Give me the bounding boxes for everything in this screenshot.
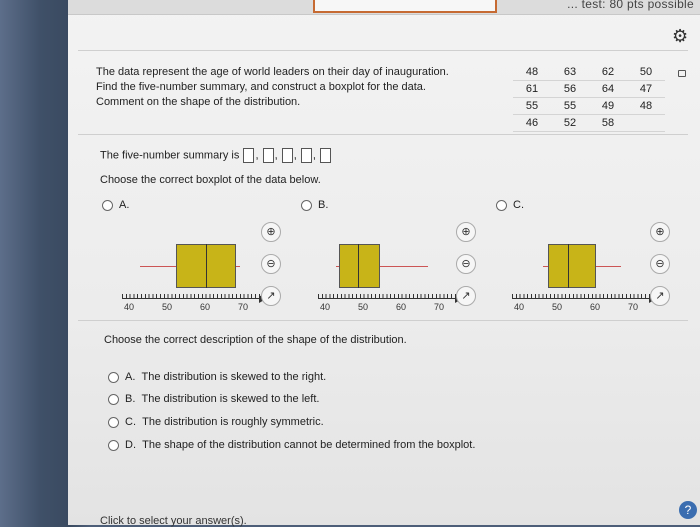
boxplot-option-c[interactable]: C.: [496, 199, 524, 211]
radio-shape-b[interactable]: [108, 394, 119, 405]
tick-label: 50: [552, 302, 563, 312]
boxplot-c: [508, 240, 668, 315]
radio-shape-c[interactable]: [108, 417, 119, 428]
divider: [78, 50, 688, 51]
tick-label: 40: [320, 302, 331, 312]
table-cell: 47: [627, 81, 665, 98]
question-line-3: Comment on the shape of the distribution.: [96, 96, 301, 108]
table-row: [513, 81, 665, 98]
tick-label: 40: [514, 302, 525, 312]
table-cell: 63: [551, 64, 589, 81]
top-bar: [68, 0, 700, 15]
question-line-2: Find the five-number summary, and construct a boxplot for the data.: [96, 81, 426, 93]
shape-prompt: Choose the correct description of the shape of the distribution.: [104, 334, 407, 346]
table-cell: 64: [589, 81, 627, 98]
top-input-box[interactable]: [313, 0, 497, 13]
shape-option-c[interactable]: C. The distribution is roughly symmetric.: [108, 416, 324, 428]
table-popout-icon[interactable]: [678, 70, 686, 77]
shape-option-a[interactable]: A. The distribution is skewed to the right.: [108, 371, 326, 383]
q3-input[interactable]: [301, 148, 312, 163]
radio-b[interactable]: [301, 200, 312, 211]
radio-shape-d[interactable]: [108, 440, 119, 451]
max-input[interactable]: [320, 148, 331, 163]
boxplot-a: [118, 240, 278, 315]
radio-c[interactable]: [496, 200, 507, 211]
tick-label: 60: [200, 302, 211, 312]
tick-label: 50: [358, 302, 369, 312]
data-table: [513, 64, 665, 132]
x-axis: [512, 298, 650, 299]
divider: [78, 134, 688, 135]
table-cell: 62: [589, 64, 627, 81]
table-cell: 49: [589, 98, 627, 115]
boxplot-option-a[interactable]: A.: [102, 199, 129, 211]
box: [339, 244, 380, 288]
five-number-summary: The five-number summary is , , , ,: [100, 148, 332, 163]
table-cell: 48: [627, 98, 665, 115]
tick-label: 70: [628, 302, 639, 312]
boxplot-b: [314, 240, 474, 315]
median-input[interactable]: [282, 148, 293, 163]
popout-icon[interactable]: ↗: [261, 286, 281, 306]
popout-icon[interactable]: ↗: [456, 286, 476, 306]
table-cell: 56: [551, 81, 589, 98]
footer-instruction: Click to select your answer(s).: [100, 515, 247, 527]
divider: [78, 320, 688, 321]
five-number-label: The five-number summary is: [100, 149, 240, 162]
axis-ticks: [318, 294, 456, 298]
gear-icon[interactable]: ⚙: [672, 26, 689, 46]
q1-input[interactable]: [263, 148, 274, 163]
tick-label: 40: [124, 302, 135, 312]
zoom-out-icon[interactable]: ⊖: [650, 254, 670, 274]
content-area: [68, 0, 700, 525]
tick-label: 60: [396, 302, 407, 312]
table-row: [513, 64, 665, 81]
median-line: [568, 244, 569, 288]
axis-ticks: [122, 294, 260, 298]
radio-shape-a[interactable]: [108, 372, 119, 383]
radio-a[interactable]: [102, 200, 113, 211]
box: [548, 244, 596, 288]
boxplot-option-b[interactable]: B.: [301, 199, 328, 211]
boxplot-prompt: Choose the correct boxplot of the data below.: [100, 174, 321, 186]
median-line: [358, 244, 359, 288]
table-cell: 50: [627, 64, 665, 81]
zoom-out-icon[interactable]: ⊖: [261, 254, 281, 274]
table-cell: 55: [513, 98, 551, 115]
table-cell: 46: [513, 115, 551, 132]
table-cell: 55: [551, 98, 589, 115]
table-cell: 48: [513, 64, 551, 81]
shape-option-d[interactable]: D. The shape of the distribution cannot be determined from the boxplot.: [108, 439, 475, 451]
median-line: [206, 244, 207, 288]
table-row: [513, 115, 665, 132]
table-cell: 58: [589, 115, 627, 132]
x-axis: [318, 298, 456, 299]
table-cell: 52: [551, 115, 589, 132]
zoom-in-icon[interactable]: ⊕: [650, 222, 670, 242]
tick-label: 60: [590, 302, 601, 312]
zoom-in-icon[interactable]: ⊕: [261, 222, 281, 242]
axis-ticks: [512, 294, 650, 298]
min-input[interactable]: [243, 148, 254, 163]
tick-label: 50: [162, 302, 173, 312]
x-axis: [122, 298, 260, 299]
tick-label: 70: [434, 302, 445, 312]
tick-label: 70: [238, 302, 249, 312]
shape-option-b[interactable]: B. The distribution is skewed to the left.: [108, 393, 319, 405]
table-row: [513, 98, 665, 115]
help-icon[interactable]: ?: [679, 501, 697, 519]
table-cell: 61: [513, 81, 551, 98]
table-cell: [627, 115, 665, 132]
popout-icon[interactable]: ↗: [650, 286, 670, 306]
question-line-1: The data represent the age of world leaders on their day of inauguration.: [96, 66, 449, 78]
points-text: ... test: 80 pts possible: [567, 0, 694, 11]
zoom-out-icon[interactable]: ⊖: [456, 254, 476, 274]
zoom-in-icon[interactable]: ⊕: [456, 222, 476, 242]
